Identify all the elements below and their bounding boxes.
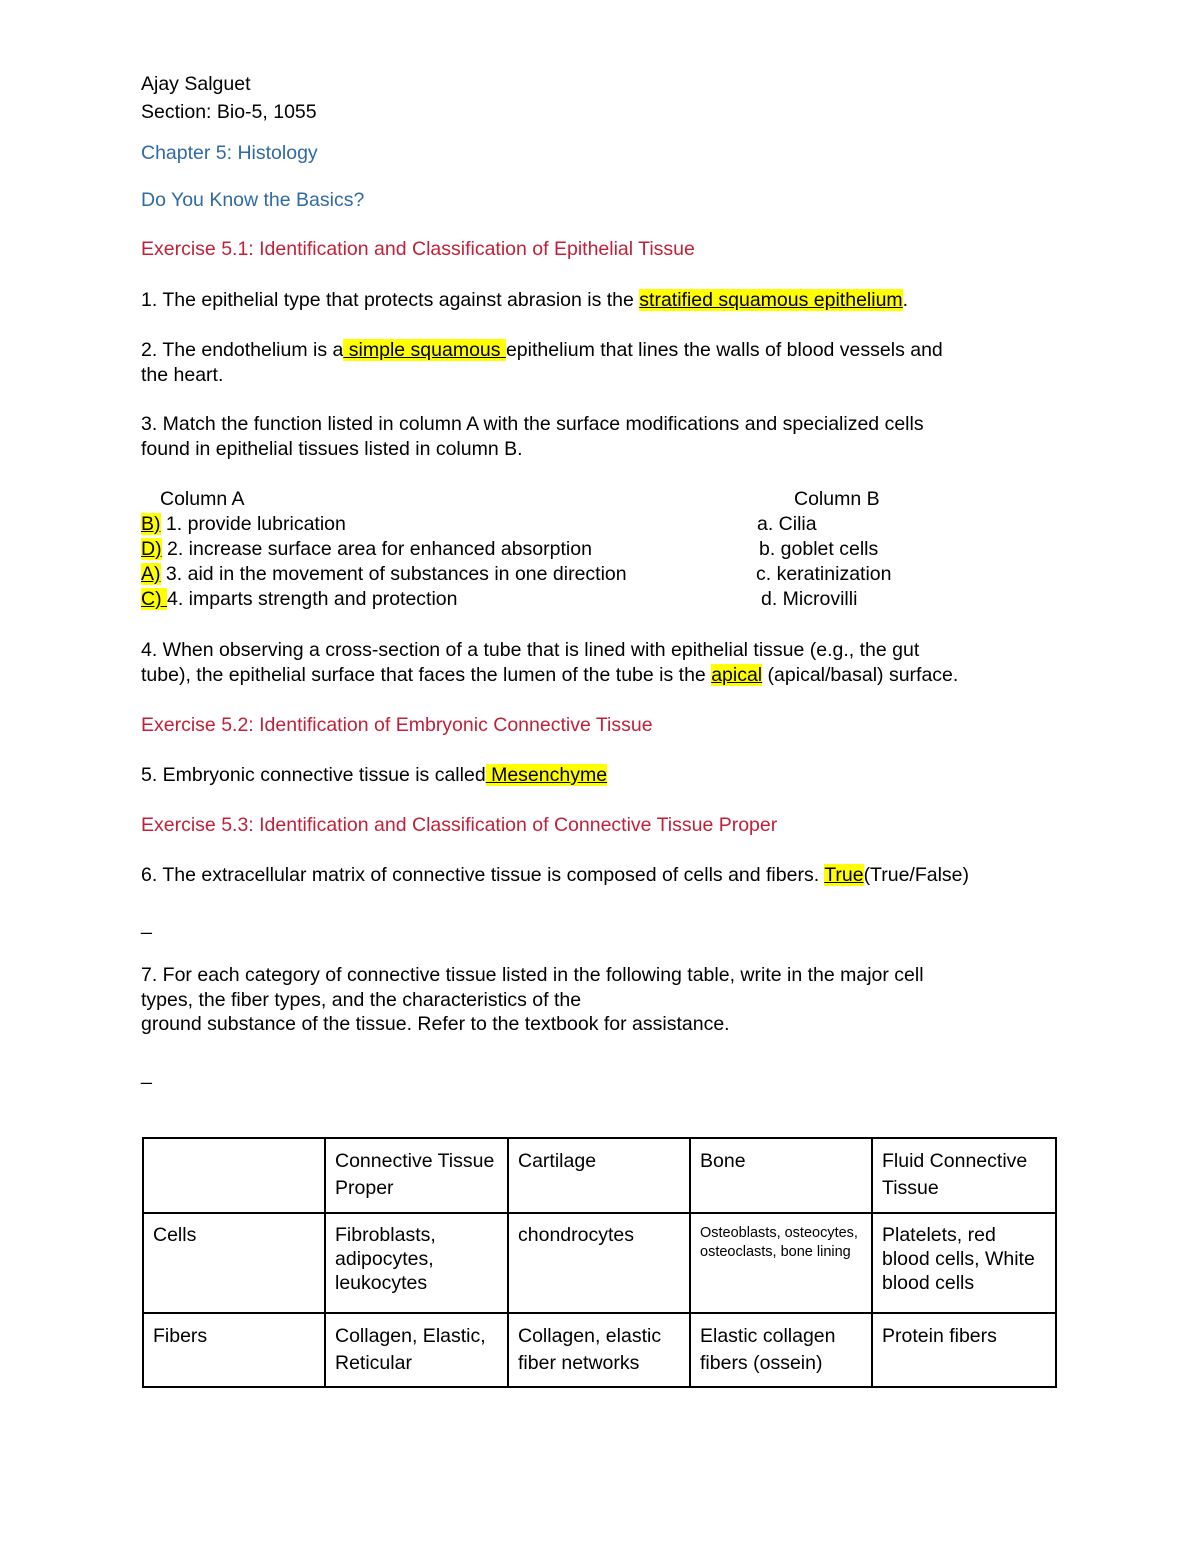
student-name: Ajay Salguet — [141, 73, 251, 95]
match-answer: A) — [141, 563, 161, 585]
question-7-cont: ground substance of the tissue. Refer to the textbook for assistance. — [141, 1013, 730, 1035]
match-answer: D) — [141, 538, 162, 560]
q6-text: 6. The extracellular matrix of connective tissue is composed of cells and fibers. — [141, 864, 825, 886]
question-4: 4. When observing a cross-section of a tube that is lined with epithelial tissue (e.g., the gut — [141, 639, 920, 661]
q6-end: (True/False) — [863, 864, 970, 886]
question-3: 3. Match the function listed in column A with the surface modifications and specialized cells — [141, 413, 924, 435]
question-3-cont: found in epithelial tissues listed in column B. — [141, 438, 523, 460]
row-label: Fibers — [143, 1313, 325, 1387]
match-row — [141, 512, 346, 537]
match-answer: C) — [141, 588, 167, 610]
table-cell: Collagen, elastic fiber networks — [508, 1313, 690, 1387]
q2-text: 2. The endothelium is a — [141, 339, 344, 361]
match-function: 2. increase surface area for enhanced absorption — [161, 538, 592, 560]
table-header-row — [143, 1138, 1056, 1213]
table-header-cell: Connective Tissue Proper — [325, 1138, 508, 1213]
connective-tissue-table — [142, 1137, 1057, 1388]
question-4-cont — [141, 663, 958, 688]
q4-text: tube), the epithelial surface that faces the lumen of the tube is the — [141, 664, 712, 686]
q5-text: 5. Embryonic connective tissue is called — [141, 764, 486, 786]
q2-end: epithelium that lines the walls of blood vessels and — [505, 339, 943, 361]
match-row — [141, 562, 627, 587]
match-option: a. Cilia — [757, 513, 817, 535]
table-cell: Protein fibers — [872, 1313, 1056, 1387]
blank-dash: _ — [141, 1063, 152, 1085]
basics-heading: Do You Know the Basics? — [141, 189, 365, 211]
match-option: c. keratinization — [756, 563, 892, 585]
table-cell: chondrocytes — [508, 1213, 690, 1313]
question-1 — [141, 288, 908, 313]
table-header-cell — [143, 1138, 325, 1213]
q5-answer: Mesenchyme — [485, 764, 608, 786]
question-2 — [141, 338, 943, 363]
table-cell: Platelets, red blood cells, White blood cells — [872, 1213, 1056, 1313]
table-cell: Collagen, Elastic, Reticular — [325, 1313, 508, 1387]
q1-end: . — [902, 289, 909, 311]
section-line: Section: Bio-5, 1055 — [141, 101, 317, 123]
row-label: Cells — [143, 1213, 325, 1313]
q4-end: (apical/basal) surface. — [762, 664, 959, 686]
match-row — [141, 537, 592, 562]
table-cell: Osteoblasts, osteocytes, osteoclasts, bone lining — [690, 1213, 872, 1313]
exercise-5-1-title: Exercise 5.1: Identification and Classification of Epithelial Tissue — [141, 238, 695, 260]
match-answer: B) — [141, 513, 161, 535]
match-row — [141, 587, 458, 612]
q6-answer: True — [824, 864, 864, 886]
question-5 — [141, 763, 607, 788]
exercise-5-3-title: Exercise 5.3: Identification and Classification of Connective Tissue Proper — [141, 814, 778, 836]
table-row — [143, 1313, 1056, 1387]
match-option: d. Microvilli — [761, 588, 858, 610]
match-option: b. goblet cells — [759, 538, 879, 560]
table-cell: Elastic collagen fibers (ossein) — [690, 1313, 872, 1387]
question-6 — [141, 863, 969, 888]
table-header-cell: Fluid Connective Tissue — [872, 1138, 1056, 1213]
chapter-title: Chapter 5: Histology — [141, 142, 318, 164]
q1-answer: stratified squamous epithelium — [639, 289, 903, 311]
question-2-cont: the heart. — [141, 364, 224, 386]
question-7: 7. For each category of connective tissue listed in the following table, write in the major cell — [141, 964, 924, 986]
q1-text: 1. The epithelial type that protects against abrasion is the — [141, 289, 640, 311]
column-a-header: Column A — [160, 488, 245, 510]
match-function: 3. aid in the movement of substances in one direction — [160, 563, 627, 585]
blank-dash: _ — [141, 913, 152, 935]
exercise-5-2-title: Exercise 5.2: Identification of Embryonic Connective Tissue — [141, 714, 653, 736]
column-b-header: Column B — [794, 488, 880, 510]
match-function: 4. imparts strength and protection — [167, 588, 458, 610]
table-header-cell: Bone — [690, 1138, 872, 1213]
q4-answer: apical — [711, 664, 763, 686]
match-function: 1. provide lubrication — [160, 513, 346, 535]
q2-answer: simple squamous — [343, 339, 506, 361]
table-cell: Fibroblasts, adipocytes, leukocytes — [325, 1213, 508, 1313]
table-header-cell: Cartilage — [508, 1138, 690, 1213]
table-row — [143, 1213, 1056, 1313]
question-7-cont: types, the fiber types, and the characteristics of the — [141, 989, 582, 1011]
